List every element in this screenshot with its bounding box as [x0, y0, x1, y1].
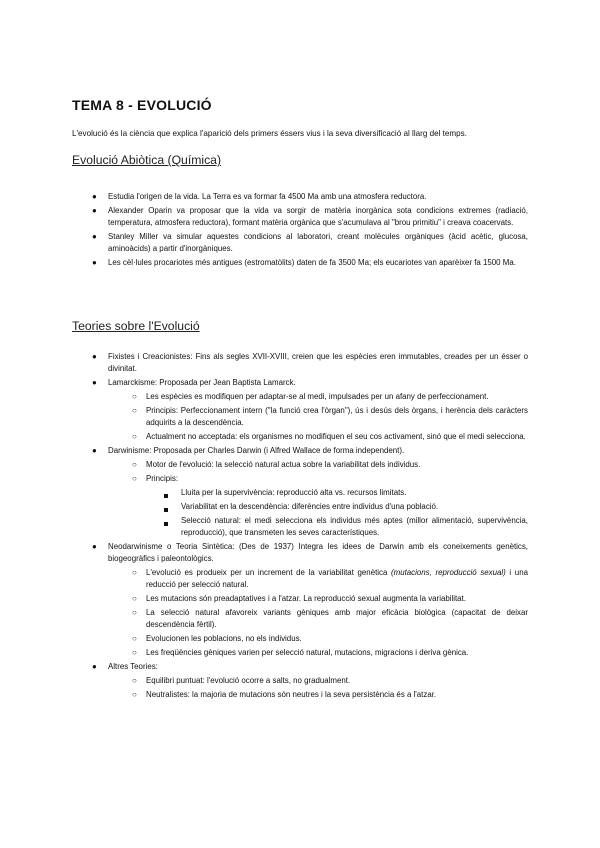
text-run: i una reducció per selecció natural.: [146, 568, 528, 589]
bullet-icon: ●: [92, 258, 97, 267]
list-item-text: Principis:: [146, 474, 179, 483]
list-item-neodarwinisme: [0, 541, 528, 565]
list-item: [0, 231, 528, 255]
list-item-text: Les espècies es modifiquen per adaptar-se al medi, impulsades per un afany de perfeccionament.: [146, 392, 489, 401]
circle-bullet-icon: ○: [132, 676, 137, 685]
list-subitem: [0, 593, 528, 605]
list-item: [0, 205, 528, 229]
bullet-icon: ●: [92, 662, 97, 671]
bullet-icon: ●: [92, 232, 97, 241]
list-item-darwinisme: [0, 445, 528, 457]
list-item-text: Principis: Perfeccionament intern ("la funció crea l'òrgan"), ús i desús dels òrgans, i herència dels caràcters adquirits a la descendència.: [146, 406, 528, 427]
list-item-text: Neodarwinisme o Teoria Sintètica: (Des de 1937) Integra les idees de Darwin amb els coneixements genètics, biogeogràfics i paleontològics.: [108, 542, 528, 563]
bullet-icon: ●: [92, 542, 97, 551]
list-item-lamarckisme: [0, 377, 528, 389]
list-subsubitem: [0, 515, 528, 539]
section-heading-abiotic: Evolució Abiòtica (Química): [72, 153, 222, 167]
list-subitem: [0, 647, 528, 659]
list-item-text: Stanley Miller va simular aquestes condicions al laboratori, creant molècules orgàniques (àcid acètic, glucosa, aminoàcids) a partir d'inorgàniques.: [108, 232, 528, 253]
list-item-text: Lamarckisme: Proposada per Jean Baptista Lamarck.: [108, 378, 296, 387]
list-item-text: Les cèl·lules procariotes més antigues (estromatòlits) daten de fa 3500 Ma; els eucariotes van aparèixer fa 1500 Ma.: [108, 258, 516, 267]
list-subitem: [0, 459, 528, 471]
list-item-text: Motor de l'evolució: la selecció natural actua sobre la variabilitat dels individus.: [146, 460, 421, 469]
circle-bullet-icon: ○: [132, 690, 137, 699]
list-subsubitem: [0, 501, 528, 513]
list-item-text: Neutralistes: la majoria de mutacions són neutres i la seva persistència és a l'atzar.: [146, 690, 437, 699]
list-item-altres: [0, 661, 528, 673]
bullet-icon: ●: [92, 206, 97, 215]
list-item: [0, 257, 528, 269]
bullet-icon: ●: [92, 446, 97, 455]
circle-bullet-icon: ○: [132, 460, 137, 469]
list-item-text: Selecció natural: el medi selecciona els individus més aptes (millor alimentació, supervivència, reproducció), que transmeten les seves característiques.: [181, 516, 528, 537]
list-subitem: [0, 675, 528, 687]
circle-bullet-icon: ○: [132, 594, 137, 603]
intro-paragraph: L'evolució és la ciència que explica l'aparició dels primers éssers vius i la seva diversificació al llarg del temps.: [72, 129, 467, 138]
list-item-fixistes: [0, 351, 528, 375]
list-subitem: [0, 567, 528, 591]
circle-bullet-icon: ○: [132, 634, 137, 643]
list-subitem: [0, 431, 528, 443]
list-item: [0, 191, 528, 203]
emphasis-text: (mutacions, reproducció sexual): [391, 568, 506, 577]
list-item-text: [146, 567, 528, 591]
list-subsubitem: [0, 487, 528, 499]
list-subitem: [0, 633, 528, 645]
circle-bullet-icon: ○: [132, 568, 137, 577]
section-heading-theories: Teories sobre l'Evolució: [72, 319, 200, 333]
list-item-text: Les freqüències gèniques varien per selecció natural, mutacions, migracions i deriva gènica.: [146, 648, 469, 657]
list-item-text: Fixistes i Creacionistes: Fins als segles XVII-XVIII, creien que les espècies eren immutables, creades per un ésser o divinitat.: [108, 352, 528, 373]
list-subitem: [0, 607, 528, 631]
circle-bullet-icon: ○: [132, 392, 137, 401]
theories-list: [0, 351, 528, 703]
bullet-icon: ●: [92, 352, 97, 361]
circle-bullet-icon: ○: [132, 608, 137, 617]
list-item-text: Actualment no acceptada: els organismes no modifiquen el seu cos activament, sinó que el medi selecciona.: [146, 432, 526, 441]
bullet-icon: ●: [92, 378, 97, 387]
abiotic-list: [0, 191, 528, 271]
page-title: TEMA 8 - EVOLUCIÓ: [72, 97, 212, 113]
list-item-text: Les mutacions són preadaptatives i a l'atzar. La reproducció sexual augmenta la variabilitat.: [146, 594, 466, 603]
list-item-text: Altres Teories:: [108, 662, 158, 671]
list-item-text: La selecció natural afavoreix variants gèniques amb major eficàcia biològica (capacitat de deixar descendència fèrtil).: [146, 608, 528, 629]
list-item-text: Equilibri puntuat: l'evolució ocorre a salts, no gradualment.: [146, 676, 351, 685]
list-item-text: Evolucionen les poblacions, no els individus.: [146, 634, 302, 643]
circle-bullet-icon: ○: [132, 406, 137, 415]
list-item-text: Estudia l'origen de la vida. La Terra es va formar fa 4500 Ma amb una atmosfera reductora.: [108, 192, 427, 201]
circle-bullet-icon: ○: [132, 474, 137, 483]
list-subitem: [0, 391, 528, 403]
list-item-text: Alexander Oparin va proposar que la vida va sorgir de matèria inorgànica sota condicions extremes (radiació, temperatura, atmosfera reductora), formant matèria orgànica que s'acumulava al "brou primitiu" i creava coacervats.: [108, 206, 528, 227]
list-subitem: [0, 405, 528, 429]
bullet-icon: ●: [92, 192, 97, 201]
text-run: L'evolució es produeix per un increment de la variabilitat genètica: [146, 568, 392, 577]
list-item-text: Darwinisme: Proposada per Charles Darwin (i Alfred Wallace de forma independent).: [108, 446, 405, 455]
list-subitem: [0, 473, 528, 485]
list-subitem: [0, 689, 528, 701]
circle-bullet-icon: ○: [132, 648, 137, 657]
circle-bullet-icon: ○: [132, 432, 137, 441]
square-bullet-icon: [164, 519, 168, 531]
list-item-text: Lluita per la supervivència: reproducció alta vs. recursos limitats.: [181, 488, 407, 497]
list-item-text: Variabilitat en la descendència: diferències entre individus d'una població.: [181, 502, 439, 511]
